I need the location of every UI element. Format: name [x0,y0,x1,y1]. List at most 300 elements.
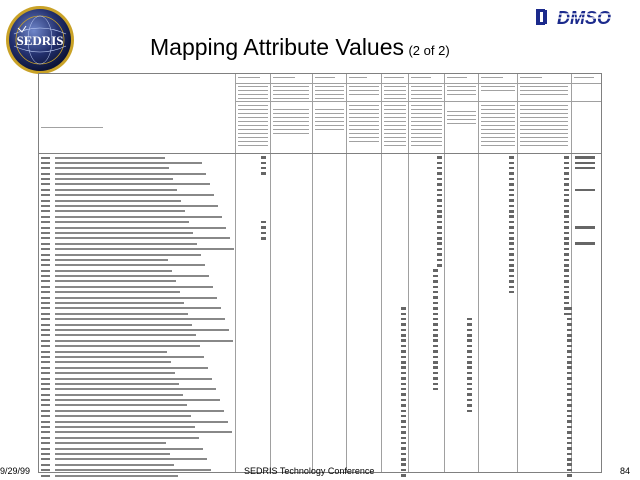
row-code [41,243,50,245]
cell-value [433,280,438,283]
sedris-emblem-logo [4,4,76,76]
cell-value [437,167,442,170]
dmso-logo-text: DMSO [557,8,611,28]
cell-value [437,237,442,240]
cell-value [567,399,572,402]
column-code-header [315,77,335,81]
column-name-header [384,86,406,99]
cell-value [433,377,438,380]
column-name-header [315,86,344,99]
row-description [55,361,171,363]
row-description [55,254,201,256]
row-description [55,157,165,159]
cell-value [564,280,569,283]
cell-value [401,458,406,461]
column-description [384,105,406,149]
cell-value [261,172,266,175]
row-code [41,248,50,250]
row-description [55,286,213,288]
cell-value [437,156,442,159]
row-code [41,291,50,293]
cell-value [433,356,438,359]
cell-value [401,399,406,402]
cell-value [261,167,266,170]
cell-value [564,286,569,289]
cell-value [433,329,438,332]
row-code [41,254,50,256]
cell-value [401,356,406,359]
cell-value [467,404,472,407]
cell-value [437,232,442,235]
cell-value [433,334,438,337]
row-description [55,383,179,385]
cell-value [564,189,569,192]
row-description [55,183,210,185]
cell-value [401,393,406,396]
cell-value [567,442,572,445]
cell-value [437,172,442,175]
row-code [41,189,50,191]
row-code [41,378,50,380]
cell-value [437,210,442,213]
cell-value [567,469,572,472]
row-code [41,415,50,417]
cell-value [401,377,406,380]
cell-value [575,226,595,229]
cell-value [401,361,406,364]
cell-value [509,205,514,208]
row-description [55,475,178,477]
row-description [55,345,200,347]
cell-value [437,264,442,267]
column-code-header [384,77,404,81]
row-code [41,237,50,239]
cell-value [567,329,572,332]
cell-value [567,323,572,326]
cell-value [261,226,266,229]
column-name-header [349,86,379,95]
row-code [41,205,50,207]
row-description [55,356,204,358]
column-description [273,109,309,137]
cell-value [509,275,514,278]
cell-value [567,463,572,466]
cell-value [401,426,406,429]
cell-value [437,205,442,208]
cell-value [567,447,572,450]
cell-value [437,259,442,262]
row-code [41,157,50,159]
row-code [41,178,50,180]
page-title [150,34,450,61]
cell-value [509,194,514,197]
row-code [41,367,50,369]
cell-value [564,232,569,235]
row-code [41,458,50,460]
code-description-header [41,127,103,131]
row-code [41,167,50,169]
cell-value [433,345,438,348]
column-code-header [520,77,542,81]
row-code [41,162,50,164]
cell-value [564,291,569,294]
cell-value [433,269,438,272]
cell-value [564,296,569,299]
cell-value [467,350,472,353]
cell-value [401,415,406,418]
cell-value [509,226,514,229]
cell-value [575,189,595,192]
cell-value [401,453,406,456]
cell-value [401,474,406,477]
row-code [41,475,50,477]
cell-value [467,339,472,342]
row-description [55,270,172,272]
mapping-table [38,73,602,473]
cell-value [433,291,438,294]
row-code [41,437,50,439]
row-code [41,286,50,288]
cell-value [437,215,442,218]
row-description [55,167,169,169]
cell-value [509,156,514,159]
row-code [41,227,50,229]
column-name-header [411,86,442,99]
cell-value [564,253,569,256]
row-description [55,210,185,212]
row-code [41,464,50,466]
cell-value [437,189,442,192]
cell-value [401,329,406,332]
cell-value [467,410,472,413]
row-code [41,399,50,401]
cell-value [564,199,569,202]
cell-value [433,286,438,289]
cell-value [437,194,442,197]
row-description [55,394,183,396]
row-code [41,232,50,234]
row-description [55,302,184,304]
row-description [55,410,224,412]
cell-value [509,172,514,175]
cell-value [437,178,442,181]
cell-value [401,388,406,391]
column-description [411,105,442,149]
cell-value [509,183,514,186]
row-code [41,210,50,212]
cell-value [401,307,406,310]
row-description [55,194,214,196]
cell-value [509,199,514,202]
column-description [447,111,476,125]
cell-value [509,221,514,224]
cell-value [564,275,569,278]
row-description [55,426,195,428]
cell-value [564,264,569,267]
row-description [55,227,226,229]
row-description [55,442,166,444]
cell-value [564,237,569,240]
cell-value [433,383,438,386]
row-code [41,421,50,423]
cell-value [564,226,569,229]
cell-value [437,226,442,229]
cell-value [401,404,406,407]
column-code-header [481,77,503,81]
row-code [41,173,50,175]
cell-value [567,415,572,418]
row-code [41,469,50,471]
cell-value [467,393,472,396]
cell-value [567,334,572,337]
row-description [55,351,167,353]
cell-value [401,420,406,423]
column-description [238,105,268,149]
cell-value [564,167,569,170]
cell-value [433,318,438,321]
row-code [41,426,50,428]
cell-value [467,388,472,391]
cell-value [567,404,572,407]
column-description [520,105,568,149]
row-description [55,372,175,374]
row-code [41,383,50,385]
cell-value [567,356,572,359]
cell-value [509,286,514,289]
cell-value [401,469,406,472]
cell-value [567,453,572,456]
cell-value [261,162,266,165]
cell-value [437,248,442,251]
cell-value [575,156,595,159]
row-code [41,431,50,433]
row-code [41,453,50,455]
cell-value [509,242,514,245]
row-description [55,437,199,439]
cell-value [509,248,514,251]
row-description [55,291,180,293]
cell-value [433,323,438,326]
cell-value [564,172,569,175]
cell-value [401,350,406,353]
cell-value [437,253,442,256]
cell-value [433,361,438,364]
row-code [41,183,50,185]
cell-value [437,221,442,224]
cell-value [567,339,572,342]
cell-value [433,313,438,316]
title-subtitle: (2 of 2) [408,43,450,58]
row-code [41,264,50,266]
cell-value [567,361,572,364]
row-description [55,324,192,326]
cell-value [564,183,569,186]
cell-value [433,350,438,353]
cell-value [567,431,572,434]
table-body [39,155,601,472]
cell-value [509,237,514,240]
column-name-header [273,86,309,99]
cell-value [509,178,514,181]
cell-value [467,356,472,359]
row-description [55,275,209,277]
cell-value [564,221,569,224]
cell-value [467,334,472,337]
cell-value [467,377,472,380]
row-description [55,259,168,261]
row-code [41,280,50,282]
cell-value [509,280,514,283]
emblem-text: SEDRIS [16,33,64,48]
row-description [55,221,189,223]
cell-value [467,361,472,364]
cell-value [437,162,442,165]
cell-value [467,345,472,348]
row-description [55,232,193,234]
column-code-header [574,77,594,81]
title-main: Mapping Attribute Values [150,34,405,60]
row-description [55,248,234,250]
row-code [41,340,50,342]
cell-value [575,162,595,165]
cell-value [567,345,572,348]
cell-value [509,264,514,267]
cell-value [401,463,406,466]
cell-value [567,458,572,461]
cell-value [401,431,406,434]
cell-value [401,372,406,375]
cell-value [401,323,406,326]
cell-value [564,210,569,213]
cell-value [433,339,438,342]
column-code-header [238,77,260,81]
row-description [55,162,202,164]
row-code [41,388,50,390]
row-description [55,469,211,471]
column-code-header [273,77,295,81]
cell-value [467,318,472,321]
cell-value [567,307,572,310]
cell-value [467,372,472,375]
cell-value [467,329,472,332]
row-code [41,334,50,336]
row-description [55,200,181,202]
row-description [55,458,207,460]
row-description [55,297,217,299]
row-code [41,404,50,406]
cell-value [564,259,569,262]
row-description [55,448,203,450]
cell-value [437,199,442,202]
row-description [55,334,196,336]
row-description [55,329,229,331]
cell-value [509,269,514,272]
cell-value [401,318,406,321]
column-name-header [447,86,476,95]
row-description [55,205,218,207]
cell-value [401,313,406,316]
cell-value [437,242,442,245]
row-code [41,361,50,363]
cell-value [509,210,514,213]
cell-value [437,183,442,186]
row-code [41,318,50,320]
row-description [55,313,188,315]
cell-value [509,232,514,235]
row-description [55,399,220,401]
row-code [41,216,50,218]
cell-value [567,388,572,391]
column-description [349,105,379,145]
row-description [55,178,173,180]
row-description [55,189,177,191]
cell-value [509,291,514,294]
cell-value [567,420,572,423]
cell-value [509,215,514,218]
cell-value [433,275,438,278]
cell-value [564,205,569,208]
footer-date: 9/29/99 [0,466,31,476]
row-description [55,388,216,390]
row-description [55,173,206,175]
cell-value [567,393,572,396]
cell-value [567,437,572,440]
row-description [55,264,205,266]
cell-value [509,189,514,192]
cell-value [564,162,569,165]
cell-value [433,307,438,310]
row-description [55,421,228,423]
cell-value [401,410,406,413]
row-description [55,367,208,369]
cell-value [261,237,266,240]
cell-value [401,442,406,445]
row-code [41,324,50,326]
header-rule [39,153,601,154]
cell-value [567,372,572,375]
row-description [55,216,222,218]
cell-value [567,350,572,353]
column-name-header [238,86,268,99]
row-code [41,302,50,304]
cell-value [509,162,514,165]
row-code [41,329,50,331]
cell-value [401,334,406,337]
column-code-header [349,77,367,81]
cell-value [564,269,569,272]
column-name-header [481,86,515,91]
row-description [55,340,233,342]
cell-value [401,447,406,450]
row-code [41,194,50,196]
row-code [41,297,50,299]
column-name-header [520,86,568,95]
cell-value [564,178,569,181]
row-code [41,351,50,353]
cell-value [567,318,572,321]
cell-value [564,242,569,245]
row-description [55,378,212,380]
footer-conference: SEDRIS Technology Conference [244,466,375,476]
header-rule [235,101,601,102]
cell-value [567,474,572,477]
cell-value [564,215,569,218]
row-code [41,275,50,277]
cell-value [564,248,569,251]
row-code [41,448,50,450]
cell-value [467,383,472,386]
row-code [41,313,50,315]
